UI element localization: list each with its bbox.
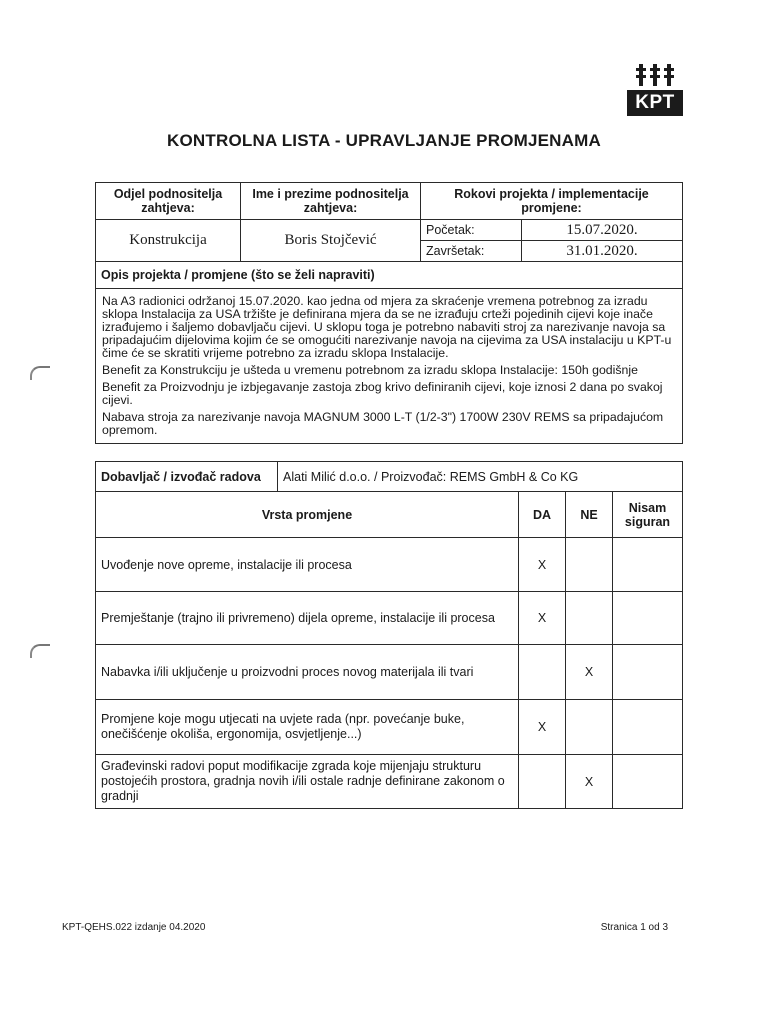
supplier-table [95,461,683,492]
end-date: 31.01.2020. [522,241,683,262]
unsure-mark [613,538,683,592]
yes-header: DA [519,492,566,538]
table-row [96,700,683,755]
supplier-value: Alati Milić d.o.o. / Proizvođač: REMS GmbH & Co KG [278,462,683,492]
unsure-mark [613,645,683,700]
change-type-text: Premještanje (trajno ili privremeno) dijela opreme, instalacije ili procesa [96,592,519,645]
description-label: Opis projekta / promjene (što se želi napraviti) [96,262,683,289]
header-table [95,182,683,444]
name-label: Ime i prezime podnositelja zahtjeva: [241,183,421,220]
logo-mark-icon [627,62,683,92]
supplier-label: Dobavljač / izvođač radova [96,462,278,492]
company-logo [627,62,683,118]
punch-hole-top [30,366,50,380]
unsure-mark [613,755,683,809]
table-row [96,645,683,700]
yes-mark [519,645,566,700]
yes-mark: X [519,538,566,592]
yes-mark [519,755,566,809]
document-code: KPT-QEHS.022 izdanje 04.2020 [62,922,206,933]
type-header: Vrsta promjene [96,492,519,538]
table-row [96,538,683,592]
yes-mark: X [519,592,566,645]
page-title: KONTROLNA LISTA - UPRAVLJANJE PROMJENAMA [167,131,601,150]
no-header: NE [566,492,613,538]
no-mark [566,592,613,645]
description-paragraph: Benefit za Konstrukciju je ušteda u vremenu potrebnom za izradu sklopa Instalacije: 150h godišnje [102,363,638,377]
name-value: Boris Stojčević [241,220,421,262]
deadline-label: Rokovi projekta / implementacije promjene: [421,183,683,220]
no-mark: X [566,645,613,700]
yes-mark: X [519,700,566,755]
dept-value: Konstrukcija [96,220,241,262]
unsure-header: Nisam siguran [613,492,683,538]
logo-text: KPT [627,90,683,116]
description-paragraph: Nabava stroja za narezivanje navoja MAGNUM 3000 L-T (1/2-3") 1700W 230V REMS sa pripadajućom opremom. [102,410,664,437]
unsure-mark [613,700,683,755]
table-row [96,755,683,809]
end-label: Završetak: [421,241,522,262]
start-date: 15.07.2020. [522,220,683,241]
change-type-text: Promjene koje mogu utjecati na uvjete rada (npr. povećanje buke, onečišćenje okoliša, ergonomija, osvjetljenje...) [96,700,519,755]
punch-hole-bottom [30,644,50,658]
unsure-mark [613,592,683,645]
change-type-table [95,491,683,809]
dept-label: Odjel podnositelja zahtjeva: [96,183,241,220]
table-row [96,592,683,645]
change-type-text: Uvođenje nove opreme, instalacije ili procesa [96,538,519,592]
page-number: Stranica 1 od 3 [600,922,668,933]
description-paragraph: Benefit za Proizvodnju je izbjegavanje zastoja zbog krivo definiranih cijevi, koje iznosi 2 dana po svakoj cijevi. [102,380,663,407]
description-body [96,289,683,444]
change-type-text: Građevinski radovi poput modifikacije zgrada koje mijenjaju strukturu postojećih prostora, gradnja novih i/ili ostale radnje definirane zakonom o gradnji [96,755,519,809]
no-mark: X [566,755,613,809]
description-paragraph: Na A3 radionici održanoj 15.07.2020. kao jedna od mjera za skraćenje vremena potrebnog za izradu sklopa Instalacija za USA tržište je definirana mjera da se ne izrađuju crteži pojedinih cijevi koje inače izrađujemo i šaljemo dobavljaču cijevi. U sklopu toga je potrebno nabaviti stroj za narezivanje navoja sa pripadajućim dijelovima kojim će se omogućiti narezivanje navoja na cijevima za USA instalaciju u KPT-u čime će se skratiti vrijeme potrebno za izradu sklopa Instalacije. [102,294,672,360]
change-type-text: Nabavka i/ili uključenje u proizvodni proces novog materijala ili tvari [96,645,519,700]
no-mark [566,538,613,592]
start-label: Početak: [421,220,522,241]
no-mark [566,700,613,755]
